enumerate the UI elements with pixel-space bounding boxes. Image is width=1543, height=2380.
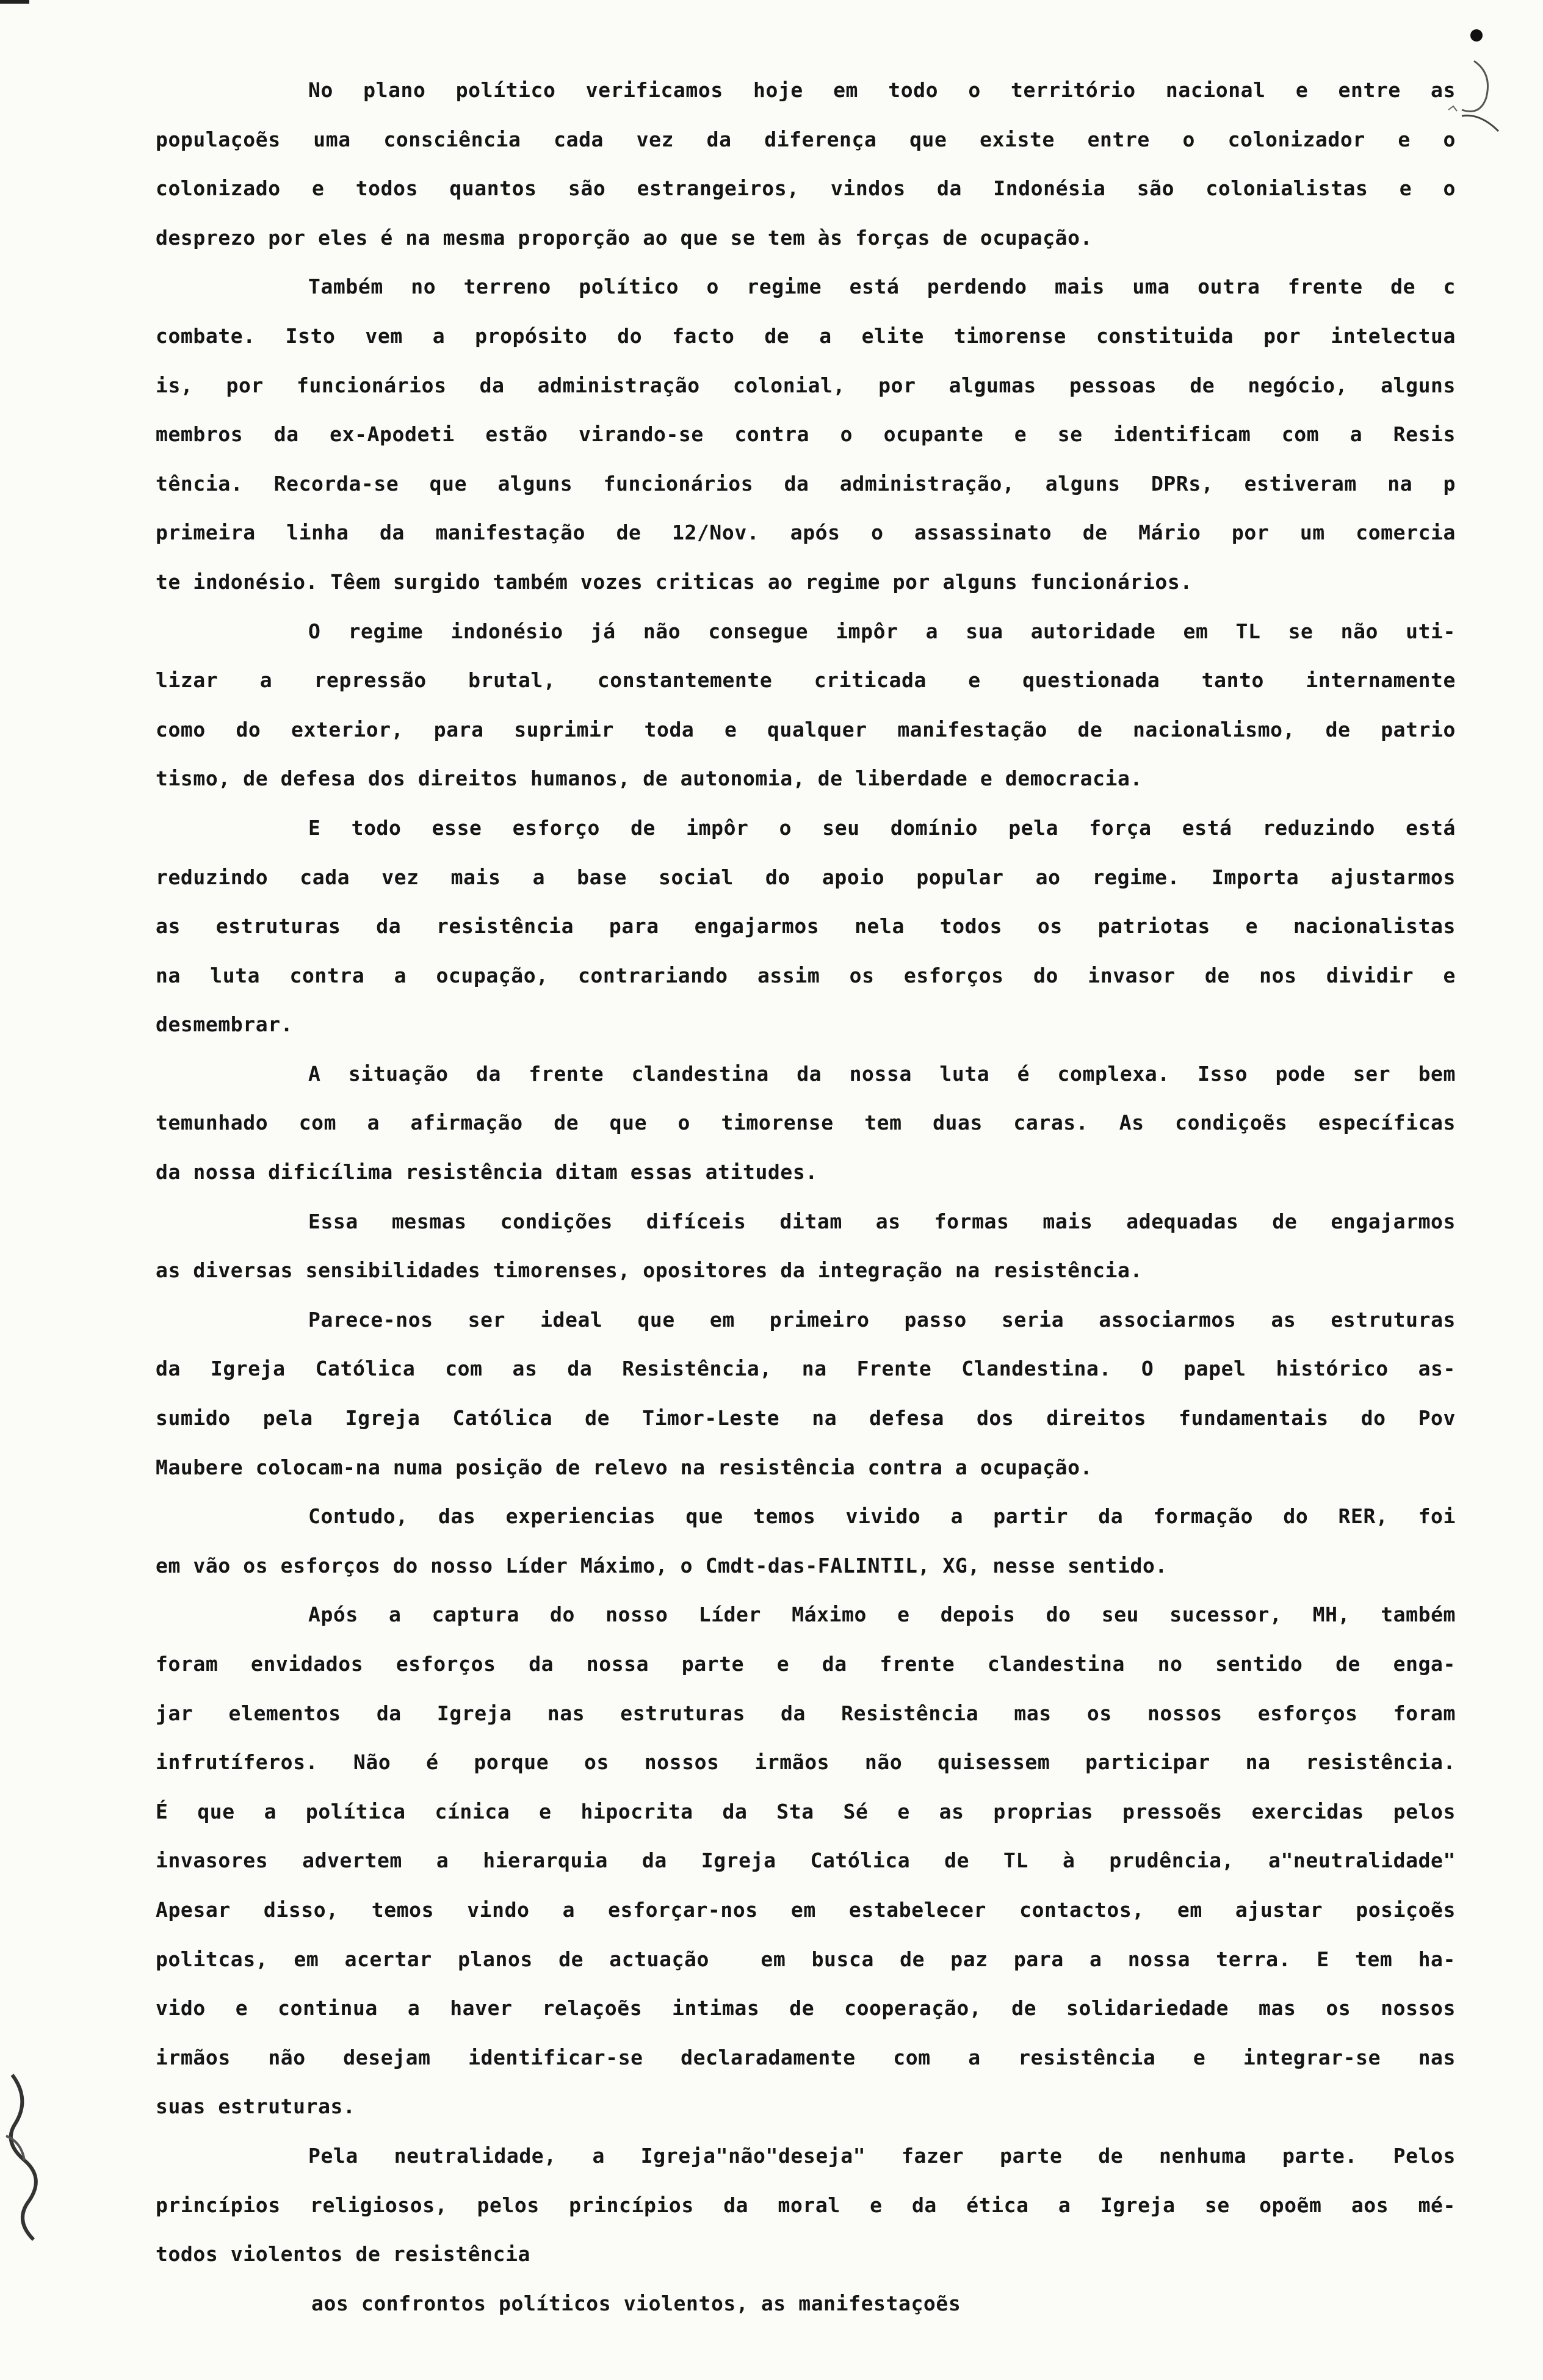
text-line: Contudo, das experiencias que temos vivido a partir da formação do RER, foi — [308, 1504, 1456, 1529]
text-line: na luta contra a ocupação, contrariando assim os esforços do invasor de nos dividir e — [156, 963, 1456, 987]
text-line: Apesar disso, temos vindo a esforçar-nos em estabelecer contactos, em ajustar posiçoẽs — [156, 1897, 1456, 1922]
text-line: irmãos não desejam identificar-se declaradamente com a resistência e integrar-se nas — [156, 2045, 1456, 2069]
text-line: combate. Isto vem a propósito do facto de a elite timorense constituida por intelectua — [156, 323, 1456, 348]
text-line: princípios religiosos, pelos princípios da moral e da ética a Igreja se opoẽm aos mé- — [156, 2193, 1456, 2217]
text-line: todos violentos de resistência — [156, 2242, 531, 2266]
corner-stain — [0, 0, 37, 9]
text-line: te indonésio. Têem surgido também vozes criticas ao regime por alguns funcionários. — [156, 569, 1193, 594]
text-line: em vão os esforços do nosso Líder Máximo, o Cmdt-das-FALINTIL, XG, nesse sentido. — [156, 1553, 1168, 1578]
text-line: as estruturas da resistência para engajarmos nela todos os patriotas e nacionalistas — [156, 914, 1456, 939]
text-line: desmembrar. — [156, 1012, 294, 1037]
text-line: jar elementos da Igreja nas estruturas da Resistência mas os nossos esforços foram — [156, 1701, 1456, 1725]
text-line: aos confrontos políticos violentos, as manifestaçoẽs — [311, 2291, 961, 2315]
text-line: Parece-nos ser ideal que em primeiro passo seria associarmos as estruturas — [308, 1307, 1456, 1332]
text-line: Também no terreno político o regime está perdendo mais uma outra frente de c — [308, 275, 1456, 299]
text-line: O regime indonésio já não consegue impôr a sua autoridade em TL se não uti- — [308, 619, 1456, 643]
text-line: is, por funcionários da administração colonial, por algumas pessoas de negócio, alguns — [156, 373, 1456, 397]
text-line: invasores advertem a hierarquia da Igreja Católica de TL à prudência, a"neutralidade" — [156, 1848, 1456, 1873]
text-line: vido e continua a haver relaçoẽs intimas de cooperação, de solidariedade mas os nossos — [156, 1996, 1456, 2021]
text-line: desprezo por eles é na mesma proporção ao que se tem às forças de ocupação. — [156, 225, 1093, 250]
text-line: É que a política cínica e hipocrita da Sta Sé e as proprias pressoẽs exercidas pelos — [156, 1799, 1456, 1823]
text-line: tência. Recorda-se que alguns funcionários da administração, alguns DPRs, estiveram na p — [156, 471, 1456, 496]
text-line: Após a captura do nosso Líder Máximo e depois do seu sucessor, MH, também — [308, 1603, 1456, 1627]
text-line: tismo, de defesa dos direitos humanos, de autonomia, de liberdade e democracia. — [156, 766, 1143, 791]
binding-hole-scribble — [0, 2063, 49, 2246]
text-line: Maubere colocam-na numa posição de relevo na resistência contra a ocupação. — [156, 1455, 1093, 1479]
text-line: Essa mesmas condições difíceis ditam as formas mais adequadas de engajarmos — [308, 1209, 1456, 1233]
text-line: suas estruturas. — [156, 2094, 356, 2119]
text-line: da nossa dificílima resistência ditam essas atitudes. — [156, 1160, 818, 1185]
text-line: membros da ex-Apodeti estão virando-se contra o ocupante e se identificam com a Resis — [156, 422, 1456, 447]
text-line: temunhado com a afirmação de que o timorense tem duas caras. As condiçoẽs específicas — [156, 1111, 1456, 1135]
text-line: sumido pela Igreja Católica de Timor-Leste na defesa dos direitos fundamentais do Pov — [156, 1406, 1456, 1430]
text-line: primeira linha da manifestação de 12/Nov. após o assassinato de Mário por um comercia — [156, 521, 1456, 545]
text-line: No plano político verificamos hoje em todo o território nacional e entre as — [308, 78, 1456, 102]
text-line: reduzindo cada vez mais a base social do apoio popular ao regime. Importa ajustarmos — [156, 865, 1456, 889]
text-line: foram envidados esforços da nossa parte e da frente clandestina no sentido de enga- — [156, 1652, 1456, 1676]
text-line: Pela neutralidade, a Igreja"não"deseja" fazer parte de nenhuma parte. Pelos — [308, 2143, 1456, 2168]
text-line: politcas, em acertar planos de actuação em busca de paz para a nossa terra. E tem ha- — [156, 1947, 1456, 1971]
text-line: como do exterior, para suprimir toda e qualquer manifestação de nacionalismo, de patrio — [156, 717, 1456, 741]
text-line: infrutíferos. Não é porque os nossos irmãos não quisessem participar na resistência. — [156, 1750, 1456, 1775]
text-line: lizar a repressão brutal, constantemente criticada e questionada tanto internamente — [156, 668, 1456, 693]
text-line: populaçoẽs uma consciência cada vez da diferença que existe entre o colonizador e o — [156, 127, 1456, 151]
typewritten-body — [156, 66, 1456, 2328]
text-line: da Igreja Católica com as da Resistência, na Frente Clandestina. O papel histórico as- — [156, 1357, 1456, 1381]
text-line: as diversas sensibilidades timorenses, opositores da integração na resistência. — [156, 1258, 1143, 1283]
text-line: colonizado e todos quantos são estrangeiros, vindos da Indonésia são colonialistas e o — [156, 176, 1456, 201]
text-line: A situação da frente clandestina da nossa luta é complexa. Isso pode ser bem — [308, 1061, 1456, 1086]
text-line: E todo esse esforço de impôr o seu domínio pela força está reduzindo está — [308, 815, 1456, 840]
